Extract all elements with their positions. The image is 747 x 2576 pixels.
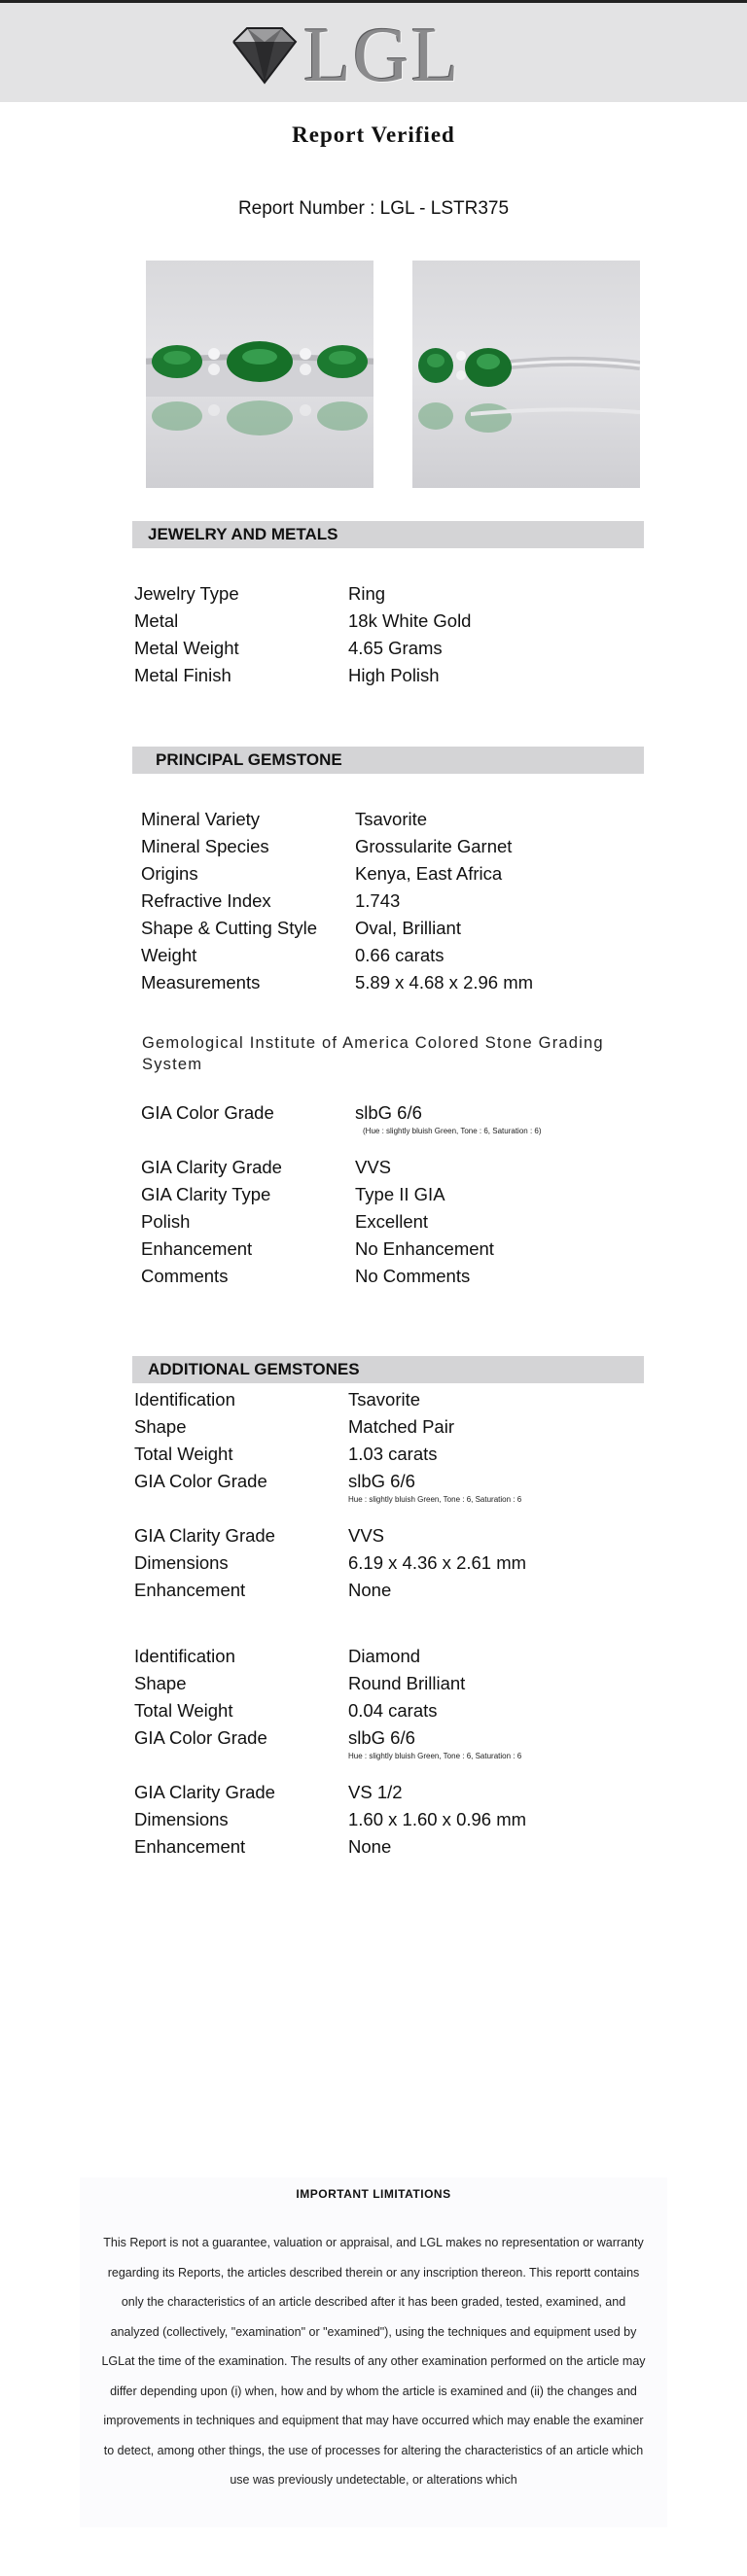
diamond-logo-icon	[226, 24, 302, 87]
additional-stone-1	[134, 1386, 621, 1604]
principal-row: GIA Color Grade slbG 6/6	[141, 1102, 422, 1123]
principal-row: Measurements 5.89 x 4.68 x 2.96 mm	[141, 972, 534, 992]
principal-row: Enhancement No Enhancement	[141, 1238, 494, 1259]
stone1-row: Shape Matched Pair	[134, 1416, 454, 1437]
limitations-body: This Report is not a guarantee, valuation or appraisal, and LGL makes no representation or warranty regarding its Reports, the articles described therein or any inscription thereon. This reportt contains only the characteristics of an article described after it has been graded, tested, examined, and analyzed (collectively, "examination" or "examined"), using the techniques and equipment used by LGLat the time of the examination. The results of any other examination performed on the article may differ depending upon (i) when, how and by whom the article is examined and (ii) the changes and improvements in techniques and equipment that may have occurred which may enable the examiner to detect, among other things, the use of processes for altering the characteristics of an article which use was previously undetectable, or alterations which	[101, 2236, 646, 2487]
ring-photo-side	[412, 261, 640, 488]
principal-row: Polish Excellent	[141, 1211, 429, 1232]
additional-section-header: ADDITIONAL GEMSTONES	[132, 1356, 644, 1383]
stone2-row: GIA Clarity Grade VS 1/2	[134, 1782, 403, 1802]
gia-system-note: Gemological Institute of America Colored Stone Grading System	[142, 1034, 604, 1073]
principal-details	[141, 806, 627, 996]
report-number-label: Report Number :	[237, 198, 375, 219]
ring-photo-front	[146, 261, 374, 488]
stone2-row: Dimensions 1.60 x 1.60 x 0.96 mm	[134, 1809, 527, 1829]
lgl-logo	[226, 13, 479, 98]
principal-row: Refractive Index 1.743	[141, 890, 401, 911]
stone2-row: Shape Round Brilliant	[134, 1673, 466, 1693]
stone1-color-note: Hue : slightly bluish Green, Tone : 6, Saturation : 6	[348, 1495, 522, 1504]
ring-side-image	[412, 261, 640, 488]
report-number	[0, 198, 747, 220]
principal-row: Mineral Species Grossularite Garnet	[141, 836, 513, 856]
limitations-title: IMPORTANT LIMITATIONS	[296, 2187, 451, 2201]
stone2-row: Enhancement None	[134, 1836, 392, 1857]
important-limitations	[80, 2177, 667, 2527]
report-number-value: LGL - LSTR375	[379, 198, 510, 219]
stone2-color-note: Hue : slightly bluish Green, Tone : 6, Saturation : 6	[348, 1752, 522, 1760]
principal-row: Mineral Variety Tsavorite	[141, 809, 428, 829]
principal-grading	[141, 1099, 627, 1290]
jewelry-row: Metal 18k White Gold	[134, 610, 472, 631]
principal-row: GIA Clarity Grade VVS	[141, 1157, 392, 1177]
color-grade-note: (Hue : slightly bluish Green, Tone : 6, Saturation : 6)	[363, 1127, 542, 1135]
principal-row: GIA Clarity Type Type II GIA	[141, 1184, 445, 1204]
stone1-row: Identification Tsavorite	[134, 1389, 421, 1410]
stone1-row: GIA Clarity Grade VVS	[134, 1525, 385, 1546]
stone1-row: Enhancement None	[134, 1580, 392, 1600]
jewelry-row: Jewelry Type Ring	[134, 583, 386, 604]
stone2-row: GIA Color Grade slbG 6/6	[134, 1727, 415, 1748]
stone1-row: Dimensions 6.19 x 4.36 x 2.61 mm	[134, 1552, 527, 1573]
header-banner	[0, 3, 747, 102]
principal-row: Weight 0.66 carats	[141, 945, 445, 965]
principal-row: Shape & Cutting Style Oval, Brilliant	[141, 918, 461, 938]
jewelry-details	[134, 580, 621, 689]
report-title: Report Verified	[292, 122, 455, 147]
principal-row: Origins Kenya, East Africa	[141, 863, 503, 884]
jewelry-row: Metal Weight 4.65 Grams	[134, 638, 443, 658]
ring-front-image	[146, 261, 374, 488]
logo-text: LGL	[303, 13, 461, 98]
additional-stone-2	[134, 1643, 621, 1861]
stone2-row: Total Weight 0.04 carats	[134, 1700, 438, 1721]
principal-row: Comments No Comments	[141, 1266, 471, 1286]
stone1-row: Total Weight 1.03 carats	[134, 1444, 438, 1464]
principal-section-header: PRINCIPAL GEMSTONE	[132, 747, 644, 774]
jewelry-row: Metal Finish High Polish	[134, 665, 440, 685]
jewelry-section-header: JEWELRY AND METALS	[132, 521, 644, 548]
stone2-row: Identification Diamond	[134, 1646, 421, 1666]
stone1-row: GIA Color Grade slbG 6/6	[134, 1471, 415, 1491]
